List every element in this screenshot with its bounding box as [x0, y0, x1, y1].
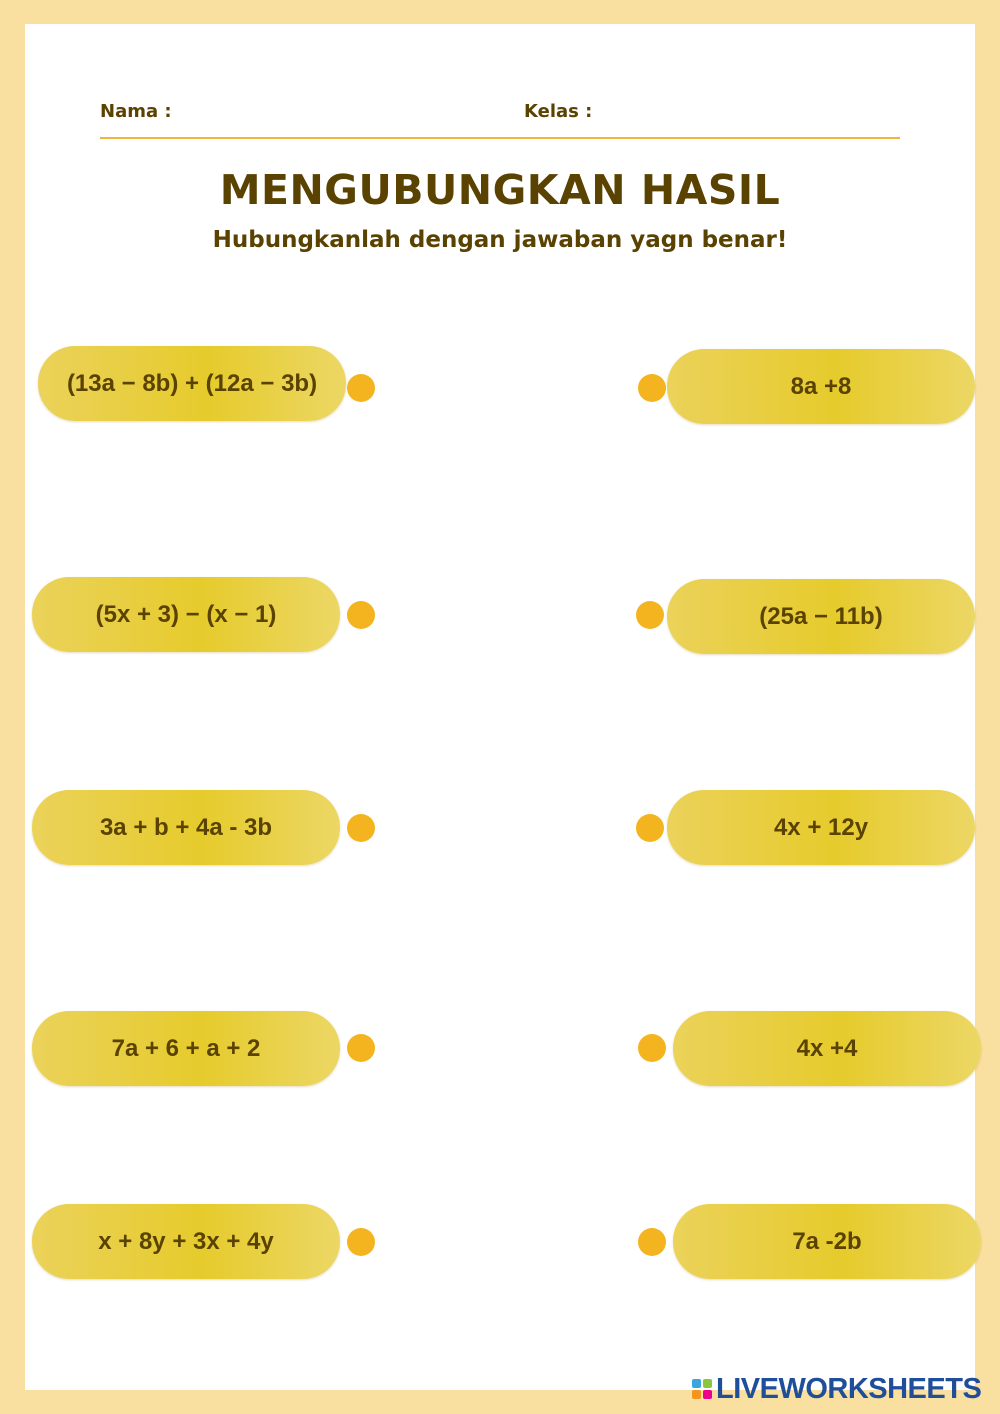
liveworksheets-logo[interactable]: [692, 1374, 981, 1404]
left-item-2[interactable]: [32, 577, 340, 652]
right-item-1[interactable]: [667, 349, 975, 424]
left-item-5[interactable]: [32, 1204, 340, 1279]
left-connector-dot-4[interactable]: [347, 1034, 375, 1062]
right-connector-dot-1[interactable]: [638, 374, 666, 402]
left-item-3-text: 3a + b + 4a - 3b: [99, 813, 273, 841]
right-connector-dot-2[interactable]: [636, 601, 664, 629]
left-item-3[interactable]: [32, 790, 340, 865]
right-connector-dot-4[interactable]: [638, 1034, 666, 1062]
left-connector-dot-3[interactable]: [347, 814, 375, 842]
left-item-4[interactable]: [32, 1011, 340, 1086]
left-connector-dot-5[interactable]: [347, 1228, 375, 1256]
header-divider: [100, 137, 900, 139]
right-item-5[interactable]: [673, 1204, 981, 1279]
left-item-2-text: (5x + 3) − (x − 1): [95, 600, 277, 628]
page-instructions: Hubungkanlah dengan jawaban yagn benar!: [212, 227, 788, 253]
page-title: MENGUBUNGKAN HASIL: [219, 166, 781, 214]
liveworksheets-logo-icon: [692, 1379, 712, 1399]
right-item-4-text: 4x +4: [796, 1034, 858, 1062]
name-label: Nama :: [100, 101, 172, 122]
left-connector-dot-1[interactable]: [347, 374, 375, 402]
right-item-3-text: 4x + 12y: [773, 813, 869, 841]
right-connector-dot-5[interactable]: [638, 1228, 666, 1256]
left-connector-dot-2[interactable]: [347, 601, 375, 629]
right-item-2-text: (25a − 11b): [759, 602, 883, 630]
left-item-5-text: x + 8y + 3x + 4y: [98, 1227, 274, 1255]
right-item-3[interactable]: [667, 790, 975, 865]
right-item-5-text: 7a -2b: [792, 1227, 862, 1255]
right-item-1-text: 8a +8: [790, 372, 852, 400]
logo-text: LIVEWORKSHEETS: [716, 1372, 982, 1405]
left-item-1-text: (13a − 8b) + (12a − 3b): [66, 369, 318, 397]
left-item-1[interactable]: [38, 346, 346, 421]
left-item-4-text: 7a + 6 + a + 2: [111, 1034, 261, 1062]
class-label: Kelas :: [524, 101, 593, 122]
right-item-4[interactable]: [673, 1011, 981, 1086]
right-connector-dot-3[interactable]: [636, 814, 664, 842]
right-item-2[interactable]: [667, 579, 975, 654]
